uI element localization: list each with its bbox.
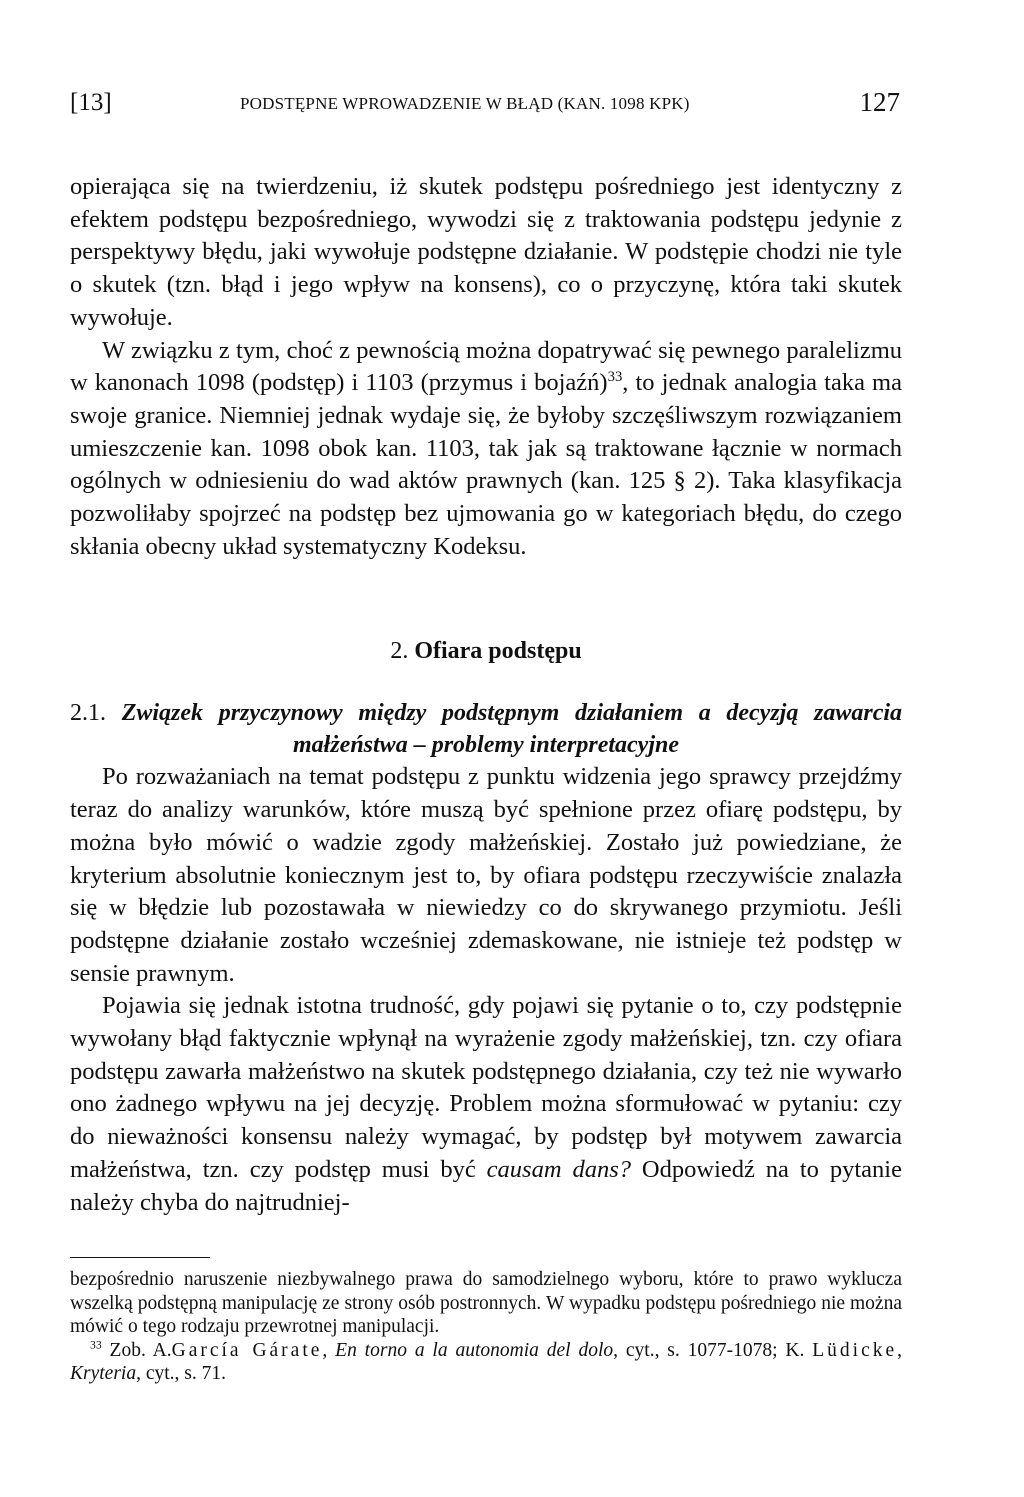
section-heading-title: Ofiara podstępu: [414, 638, 582, 665]
paragraph-2: [70, 335, 902, 564]
subsection-title-line-1: Związek przyczynowy między podstępnym działaniem a decyzją zawarcia: [121, 700, 903, 727]
paragraph-3: Po rozważaniach na temat podstępu z punktu widzenia jego sprawcy przejdźmy teraz do analizy warunków, które muszą być spełnione przez ofiarę podstępu, by można było mówić o wadzie zgody małżeńskiej. Zostało już powiedziane, że kryterium absolutnie koniecznym jest to, by ofiara podstępu rzeczywiście znalazła się w błędzie lub pozostawała w niewiedzy co do skrywanego przymiotu. Jeśli podstępne działanie zostało wcześniej zdemaskowane, nie istnieje też podstęp w sensie prawnym.: [70, 763, 902, 987]
footnote-33-title-2: Kryteria: [70, 1363, 137, 1385]
footnote-33-title-1: En torno a la autonomia del dolo: [335, 1339, 614, 1361]
page-number: 127: [859, 87, 900, 117]
footnote-33-text-e: , cyt., s. 71.: [136, 1363, 227, 1385]
footnote-33-mark: 33: [90, 1338, 102, 1352]
footnote-ref-33: 33: [607, 369, 623, 386]
paragraph-4-part-b: Odpowiedź na to pytanie należy chyba do najtrudniej-: [70, 1155, 902, 1216]
section-heading: [70, 635, 902, 667]
running-title: PODSTĘPNE WPROWADZENIE W BŁĄD (KAN. 1098 KPK): [240, 94, 690, 113]
subsection-title-line-2: małżeństwa – problemy interpretacyjne: [293, 732, 679, 759]
section-number: [13]: [70, 89, 112, 116]
paragraph-1: opierająca się na twierdzeniu, iż skutek podstępu pośredniego jest identyczny z efektem podstępu bezpośredniego, wywodzi się z traktowania podstępu jedynie z perspektywy błędu, jaki wywołuje podstępne działanie. W podstępie chodzi nie tyle o skutek (tzn. błąd i jego wpływ na konsens), co o przyczynę, która taki skutek wywołuje.: [70, 173, 902, 331]
paragraph-4-part-a: Pojawia się jednak istotna trudność, gdy pojawi się pytanie o to, czy podstępnie wywołany błąd faktycznie wpłynął na wyrażenie zgody małżeńskiej, tzn. czy ofiara podstępu zawarła małżeństwo na skutek podstępnego działania, czy też nie wywarło ono żadnego wpływu na jej decyzję. Problem można sformułować w pytaniu: czy do nieważności konsensu należy wymagać, by podstęp był motywem zawarcia małżeństwa, tzn. czy podstęp musi być: [70, 992, 902, 1183]
footnote-33-text-c: , cyt., s. 1077-1078; K.: [613, 1339, 813, 1361]
footnote-33-text-a: Zob. A.: [101, 1339, 172, 1361]
section-heading-number: 2.: [390, 638, 409, 665]
footnote-33-text-d: ,: [897, 1339, 903, 1361]
paragraph-2-part-b: , to jednak analogia taka ma swoje granice. Niemniej jednak wydaje się, że byłoby szczęśliwszym rozwiązaniem umieszczenie kan. 1098 obok kan. 1103, tak jak są traktowane łącznie w normach ogólnych w odniesieniu do wad aktów prawnych (kan. 125 § 2). Taka klasyfikacja pozwoliłaby spojrzeć na podstęp bez ujmowania go w kategoriach błędu, do czego skłania obecny układ systematyczny Kodeksu.: [70, 369, 902, 560]
running-header: [70, 85, 902, 129]
subsection-heading-line-1: [70, 697, 902, 729]
footnote-33-author-2: Lüdicke: [812, 1339, 898, 1361]
paragraph-2-part-a: W związku z tym, choć z pewnością można dopatrywać się pewnego paralelizmu w kanonach 1098 (podstęp) i 1103 (przymus i bojaźń): [70, 336, 902, 397]
paragraph-4-italic: causam dans?: [486, 1155, 631, 1183]
footnote-33-text-b: ,: [322, 1339, 336, 1361]
subsection-heading-line-2: [70, 729, 902, 761]
footnote-rule: [70, 1257, 210, 1258]
page: [70, 85, 902, 1386]
footnote-continuation: bezpośrednio naruszenie niezbywalnego prawa do samodzielnego wyboru, które to prawo wyklucza wszelką podstępną manipulację ze strony osób postronnych. W wypadku podstępu pośredniego nie można mówić o tego rodzaju przewrotnej manipulacji.: [70, 1269, 902, 1338]
paragraph-4: [70, 990, 902, 1219]
main-text: [70, 171, 902, 1219]
subsection-heading: [70, 697, 902, 761]
footnote-33: [70, 1339, 902, 1386]
subsection-number: 2.1.: [70, 700, 106, 727]
footnotes: [70, 1268, 902, 1386]
footnote-33-author-1: García Gárate: [171, 1339, 323, 1361]
